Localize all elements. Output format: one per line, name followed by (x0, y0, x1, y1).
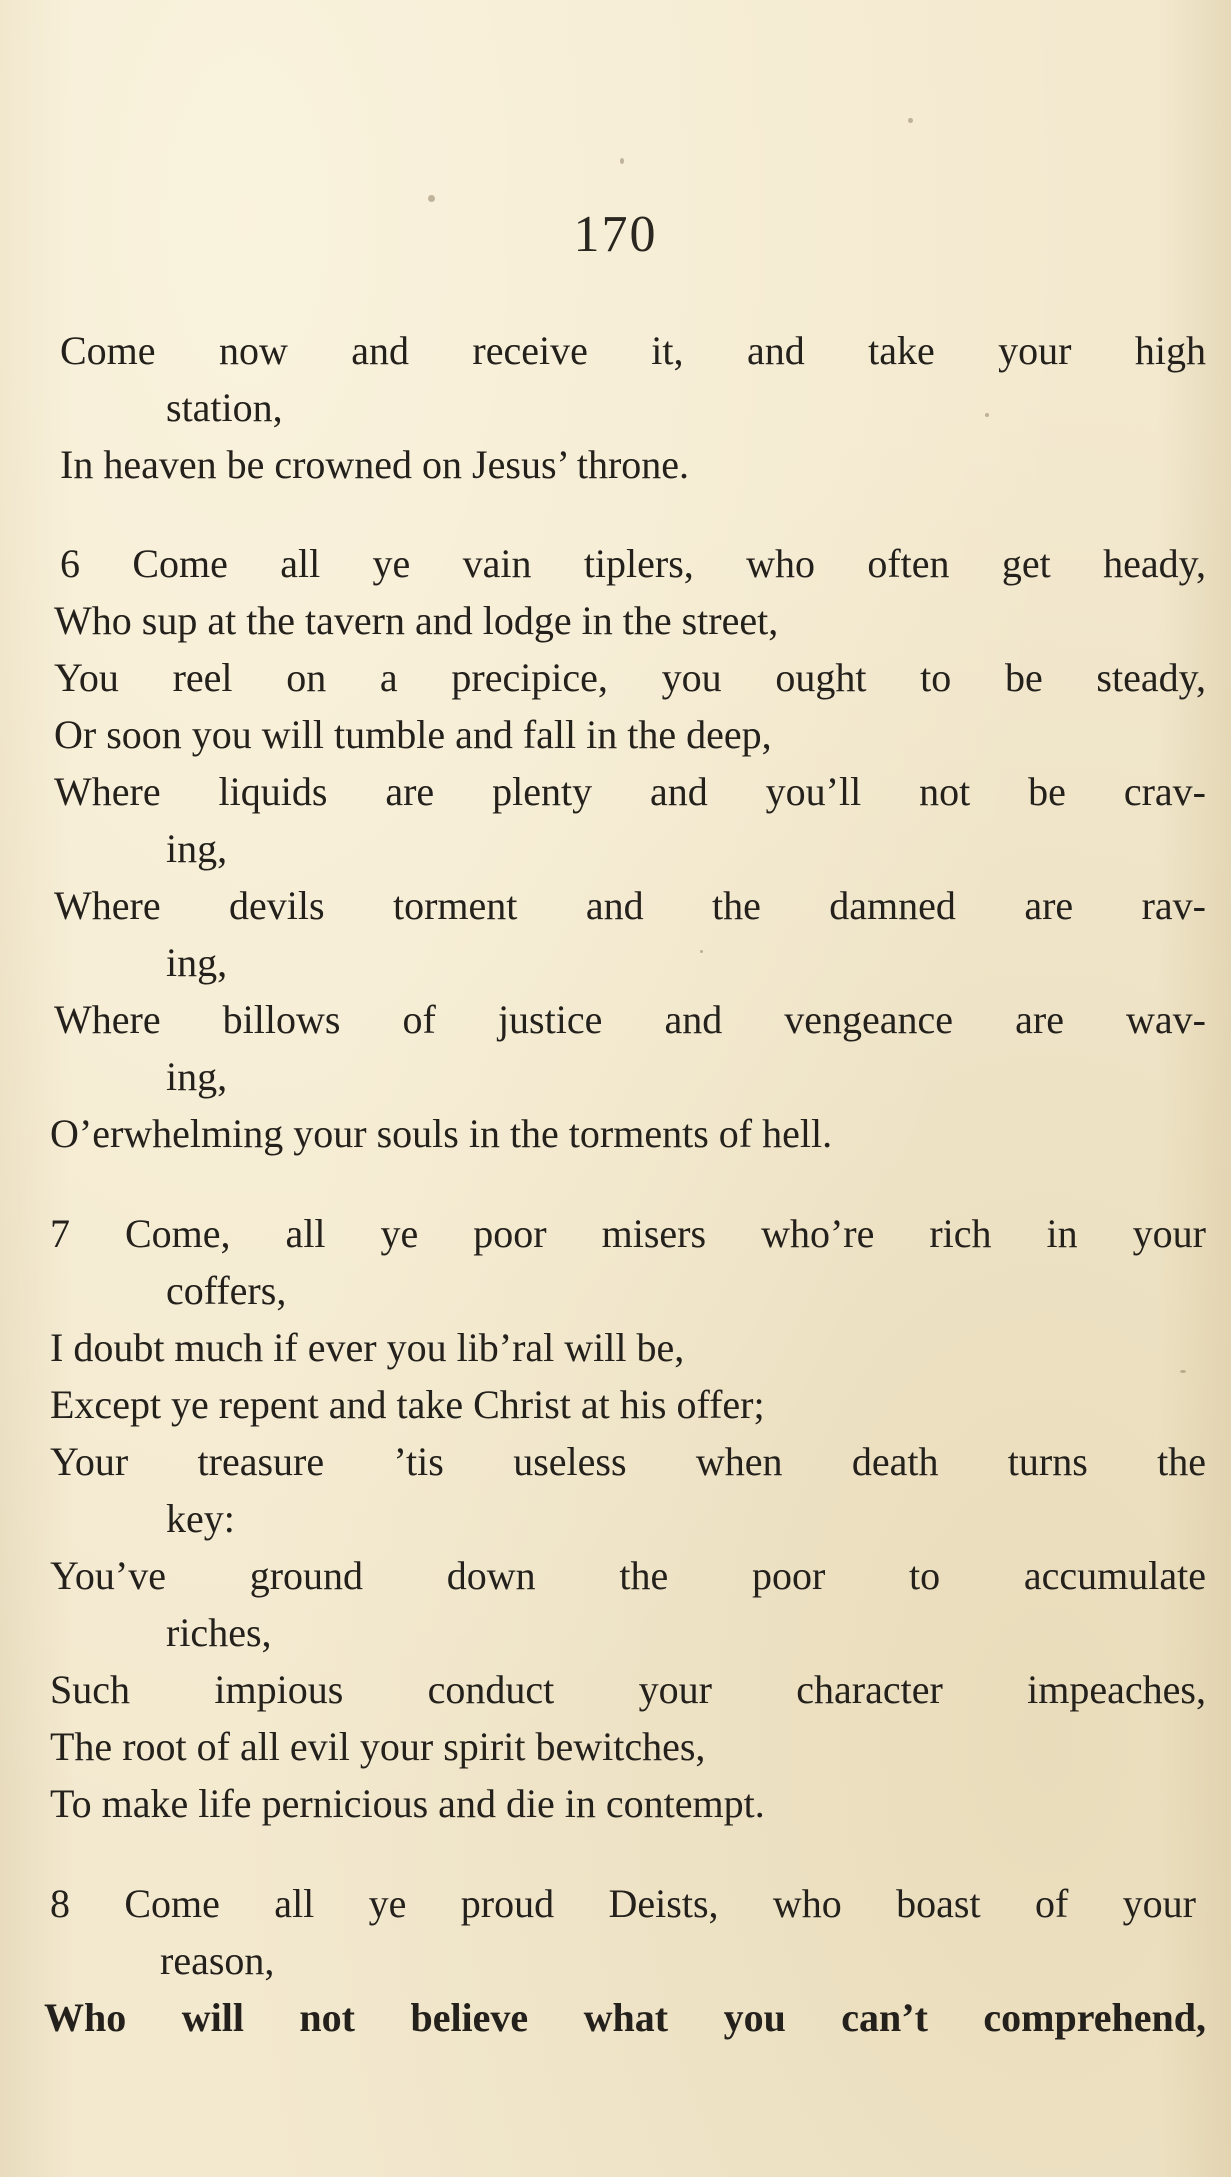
text-line: In heaven be crowned on Jesus’ throne. (60, 442, 690, 487)
text-line: Where liquids are plenty and you’ll not be crav- (54, 769, 1206, 814)
text-line: Except ye repent and take Christ at his offer; (50, 1382, 765, 1427)
stanza-7-first-line: 7 Come, all ye poor misers who’re rich in your (50, 1211, 1206, 1256)
text-line-continuation: ing, (166, 826, 228, 871)
text-line: The root of all evil your spirit bewitches, (50, 1724, 706, 1769)
text-line: I doubt much if ever you lib’ral will be, (50, 1325, 685, 1370)
text-line: Or soon you will tumble and fall in the deep, (54, 712, 772, 757)
text-line: To make life pernicious and die in contempt. (50, 1781, 765, 1826)
text-line: Your treasure ’tis useless when death turns the (50, 1439, 1206, 1484)
text-line: Who sup at the tavern and lodge in the street, (54, 598, 779, 643)
text-line-continuation: coffers, (166, 1268, 287, 1313)
text-line-continuation: ing, (166, 1054, 228, 1099)
text-line: Where devils torment and the damned are rav- (54, 883, 1206, 928)
text-line-continuation: key: (166, 1496, 235, 1541)
stanza-6-first-line: 6 Come all ye vain tiplers, who often get heady, (60, 541, 1206, 586)
text-line: Come now and receive it, and take your high (60, 328, 1206, 373)
paper-speck (620, 158, 624, 164)
text-line: You’ve ground down the poor to accumulate (50, 1553, 1206, 1598)
page-number: 170 (573, 206, 658, 263)
text-line: Where billows of justice and vengeance are wav- (54, 997, 1206, 1042)
paper-speck (908, 118, 913, 123)
text-line-continuation: station, (166, 385, 283, 430)
paper-speck (428, 195, 435, 202)
text-line-continuation: ing, (166, 940, 228, 985)
text-line: Such impious conduct your character impeaches, (50, 1667, 1206, 1712)
text-line: Who will not believe what you can’t comprehend, (44, 1995, 1206, 2040)
paper-speck (1180, 1370, 1186, 1373)
text-line-continuation: riches, (166, 1610, 272, 1655)
text-line-continuation: reason, (160, 1938, 275, 1983)
paper-speck (700, 950, 703, 953)
text-line: You reel on a precipice, you ought to be steady, (54, 655, 1206, 700)
stanza-8-first-line: 8 Come all ye proud Deists, who boast of your (50, 1881, 1196, 1926)
paper-speck (985, 413, 989, 417)
text-line: O’erwhelming your souls in the torments of hell. (50, 1111, 833, 1156)
